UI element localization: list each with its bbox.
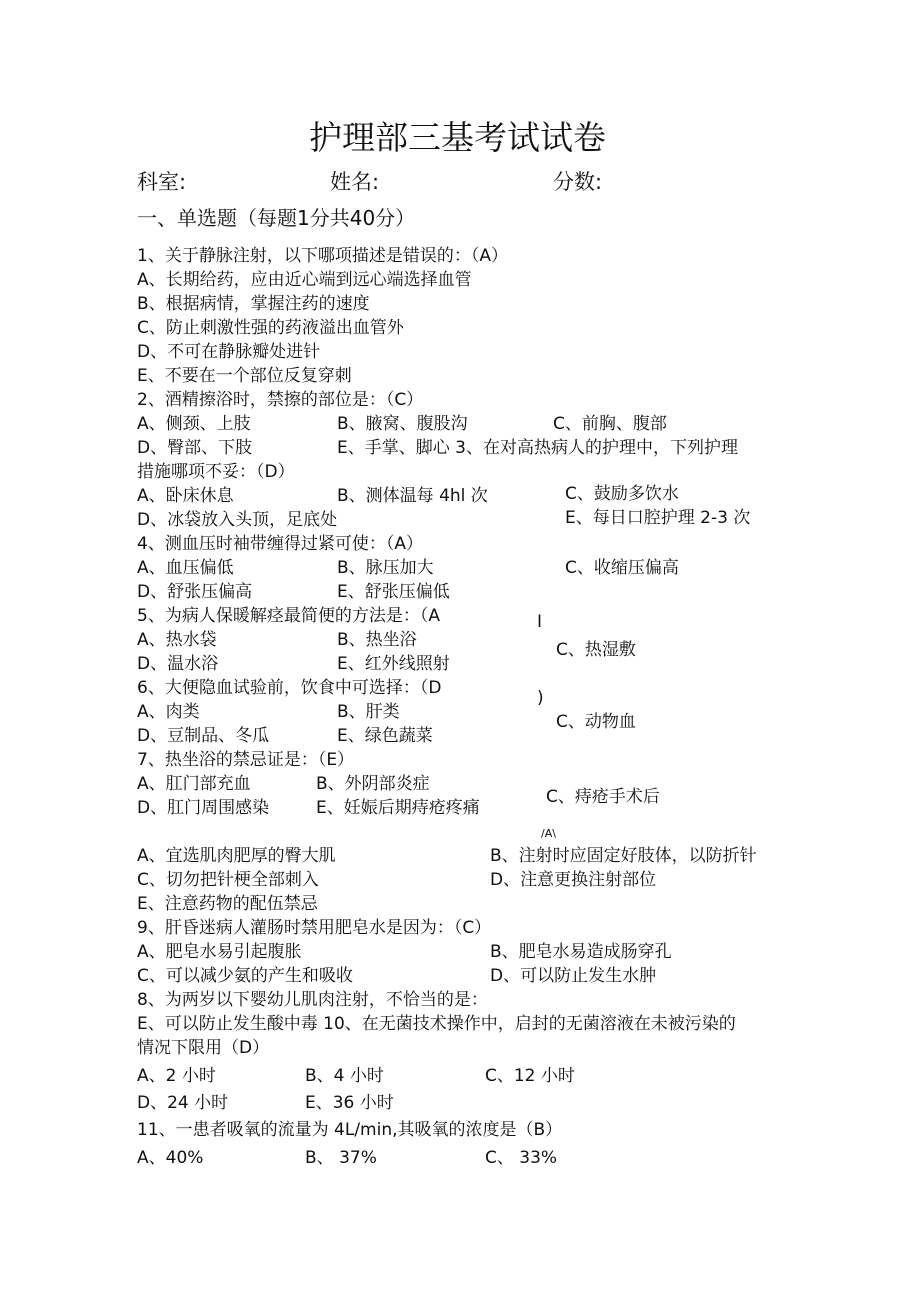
option-line: C、防止刺激性强的药液溢出血管外 <box>137 318 404 338</box>
question-6: 6、大便隐血试验前，饮食中可选择：（D <box>137 678 442 698</box>
option-line: E、可以防止发生酸中毒 10、在无菌技术操作中，启封的无菌溶液在未被污染的 <box>137 1014 736 1034</box>
option-line: B、测体温每 4hl 次 <box>337 486 488 506</box>
dept-label: 科室: <box>137 170 187 194</box>
option-line: D、不可在静脉瓣处进针 <box>137 342 321 362</box>
option-line: B、 37% <box>305 1148 377 1168</box>
option-line: D、臀部、下肢 <box>137 438 253 458</box>
option-line: E、舒张压偏低 <box>337 582 450 602</box>
question-5: 5、为病人保暖解痉最简便的方法是：（A <box>137 606 440 626</box>
name-label: 姓名: <box>330 170 380 194</box>
option-line: D、冰袋放入头顶，足底处 <box>137 510 338 530</box>
option-line: E、手掌、脚心 3、在对高热病人的护理中，下列护理 <box>337 438 738 458</box>
stray-mark: I <box>537 612 543 632</box>
option-line: C、前胸、腹部 <box>553 414 667 434</box>
option-line: B、肝类 <box>337 702 400 722</box>
option-line: C、动物血 <box>556 712 636 732</box>
question-1: 1、关于静脉注射，以下哪项描述是错误的：（A） <box>137 246 508 266</box>
option-line: A、侧颈、上肢 <box>137 414 251 434</box>
option-line: D、温水浴 <box>137 654 219 674</box>
option-line: A、肉类 <box>137 702 200 722</box>
question-10: 情况下限用（D） <box>137 1038 270 1058</box>
option-line: C、可以减少氨的产生和吸收 <box>137 966 353 986</box>
stray-mark: /A\ <box>541 827 556 840</box>
question-11: 11、一患者吸氧的流量为 4L/min,其吸氧的浓度是（B） <box>137 1120 563 1140</box>
option-line: E、每日口腔护理 2-3 次 <box>565 508 751 528</box>
option-line: C、 33% <box>485 1148 558 1168</box>
option-line: A、长期给药，应由近心端到远心端选择血管 <box>137 270 472 290</box>
option-line: E、红外线照射 <box>337 654 450 674</box>
option-line: B、热坐浴 <box>337 630 417 650</box>
option-line: E、绿色蔬菜 <box>337 726 433 746</box>
stray-mark: ) <box>537 688 544 708</box>
option-line: A、卧床休息 <box>137 486 234 506</box>
option-line: B、肥皂水易造成肠穿孔 <box>490 942 672 962</box>
question-9: 9、肝昏迷病人灌肠时禁用肥皂水是因为：（C） <box>137 918 492 938</box>
option-line: D、可以防止发生水肿 <box>490 966 657 986</box>
option-line: D、肛门周围感染 <box>137 798 270 818</box>
option-line: C、收缩压偏高 <box>565 558 679 578</box>
option-line: E、注意药物的配伍禁忌 <box>137 894 318 914</box>
option-line: C、切勿把针梗全部刺入 <box>137 870 319 890</box>
option-line: A、宜选肌肉肥厚的臀大肌 <box>137 846 336 866</box>
question-8: 8、为两岁以下婴幼儿肌肉注射，不恰当的是： <box>137 990 488 1010</box>
option-line: D、24 小时 <box>137 1093 229 1113</box>
option-line: E、妊娠后期痔疮疼痛 <box>316 798 480 818</box>
option-line: C、12 小时 <box>485 1066 575 1086</box>
option-line: E、不要在一个部位反复穿刺 <box>137 366 352 386</box>
option-line: A、肛门部充血 <box>137 774 251 794</box>
option-line: D、注意更换注射部位 <box>490 870 657 890</box>
option-line: C、痔疮手术后 <box>546 787 660 807</box>
page-title: 护理部三基考试试卷 <box>309 118 606 157</box>
option-line: C、鼓励多饮水 <box>565 484 679 504</box>
section-heading: 一、单选题（每题1分共40分） <box>137 206 416 230</box>
option-line: A、40% <box>137 1148 204 1168</box>
question-4: 4、测血压时袖带缠得过紧可使：（A） <box>137 534 423 554</box>
option-line: A、2 小时 <box>137 1066 216 1086</box>
option-line: B、脉压加大 <box>337 558 434 578</box>
question-7: 7、热坐浴的禁忌证是：（E） <box>137 750 355 770</box>
score-label: 分数: <box>553 170 603 194</box>
option-line: D、豆制品、冬瓜 <box>137 726 270 746</box>
option-line: D、舒张压偏高 <box>137 582 253 602</box>
option-line: B、注射时应固定好肢体，以防折针 <box>490 846 757 866</box>
option-line: C、热湿敷 <box>556 640 636 660</box>
option-line: B、根据病情，掌握注药的速度 <box>137 294 370 314</box>
question-3: 措施哪项不妥：（D） <box>137 462 295 482</box>
option-line: B、腋窝、腹股沟 <box>337 414 468 434</box>
option-line: A、肥皂水易引起腹胀 <box>137 942 302 962</box>
option-line: A、血压偏低 <box>137 558 234 578</box>
option-line: B、外阴部炎症 <box>316 774 430 794</box>
option-line: A、热水袋 <box>137 630 217 650</box>
option-line: B、4 小时 <box>305 1066 384 1086</box>
option-line: E、36 小时 <box>305 1093 394 1113</box>
question-2: 2、酒精擦浴时，禁擦的部位是：（C） <box>137 390 424 410</box>
